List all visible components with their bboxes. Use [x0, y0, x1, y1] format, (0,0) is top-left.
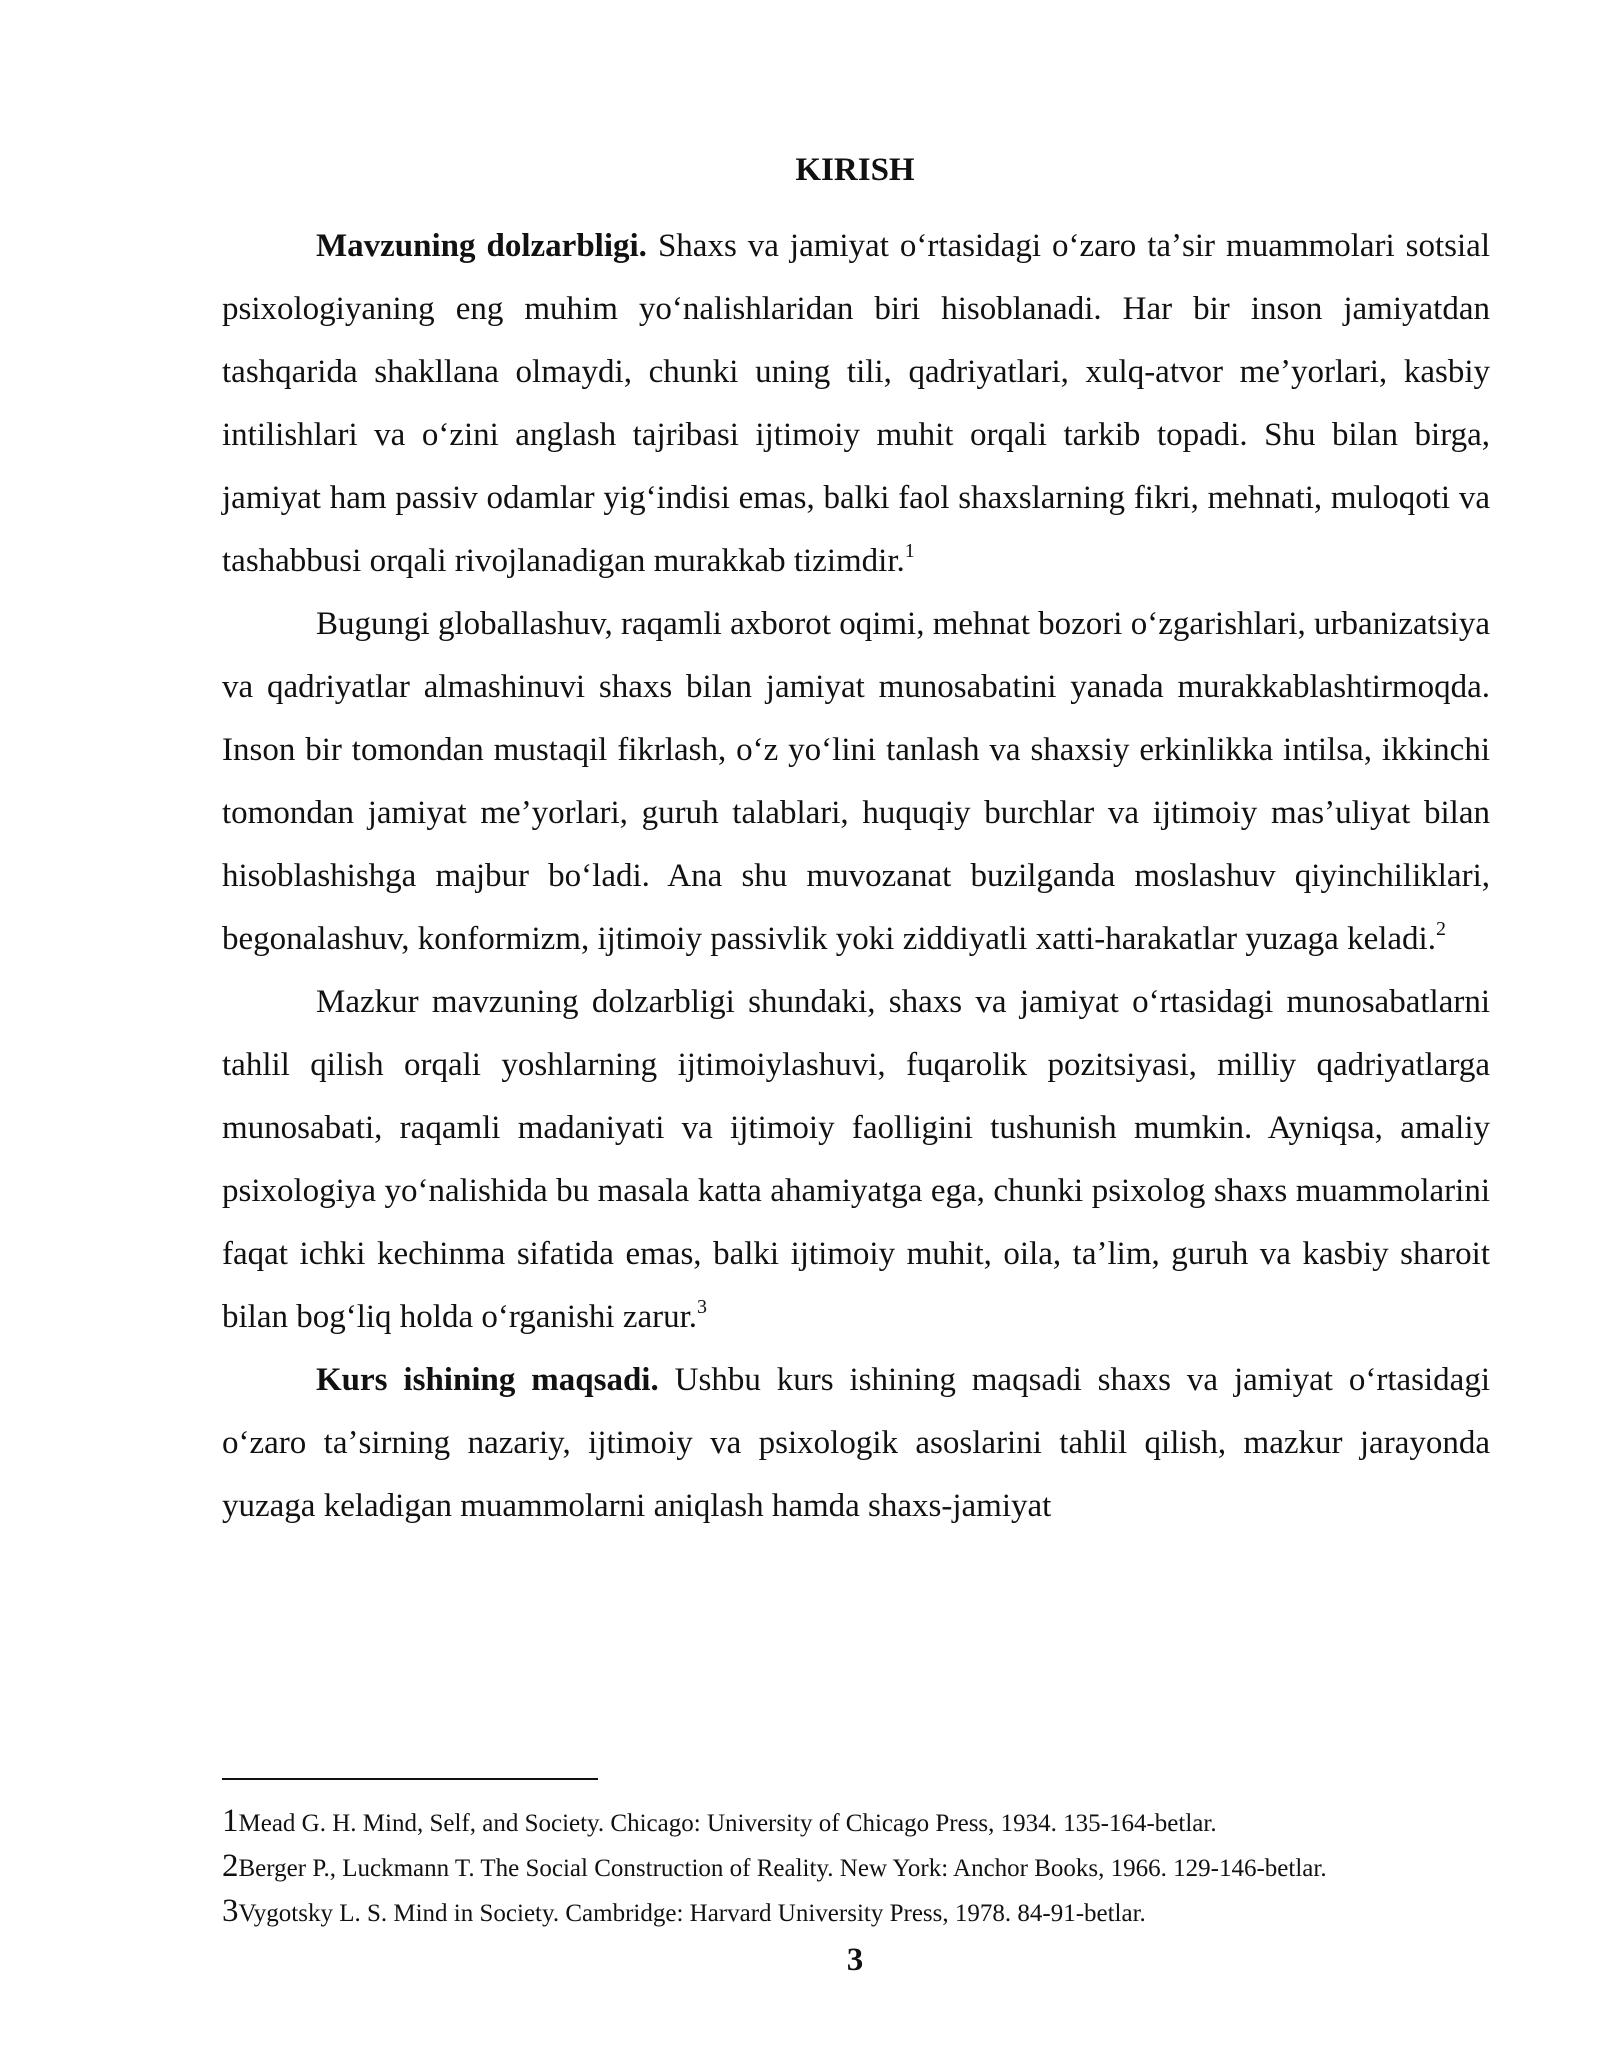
paragraph-text: Bugungi globallashuv, raqamli axborot oqimi, mehnat bozori oʻzgarishlari, urbanizatsiya va qadriyatlar almashinuvi shaxs bilan jamiyat munosabatini yanada murakkablashtirmoqda. Inson bir tomondan mustaqil fikrlash, oʻz yoʻlini tanlash va shaxsiy erkinlikka intilsa, ikkinchi tomondan jamiyat meʼyorlari, guruh talablari, huquqiy burchlar va ijtimoiy masʼuliyat bilan hisoblashishga majbur boʻladi. Ana shu muvozanat buzilganda moslashuv qiyinchiliklari, begonalashuv, konformizm, ijtimoiy passivlik yoki ziddiyatli xatti-harakatlar yuzaga keladi. [222, 606, 1490, 957]
footnote-number: 1 [222, 1803, 239, 1839]
footnote-text: Mead G. H. Mind, Self, and Society. Chicago: University of Chicago Press, 1934. 135-164-betlar. [238, 1810, 1217, 1837]
footnote-divider [222, 1778, 598, 1780]
page-number: 3 [846, 1942, 864, 1978]
paragraph-lead: Mavzuning dolzarbligi. [316, 228, 647, 264]
footnote [222, 1845, 1522, 1890]
footnote-reference[interactable]: 1 [904, 540, 915, 562]
page-heading: KIRISH [795, 152, 915, 188]
footnote-reference[interactable]: 3 [697, 1296, 708, 1318]
paragraph-lead: Kurs ishining maqsadi. [316, 1362, 659, 1398]
paragraph-text: Shaxs va jamiyat oʻrtasidagi oʻzaro taʼsir muammolari sotsial psixologiyaning eng muhim yoʻnalishlaridan biri hisoblanadi. Har bir inson jamiyatdan tashqarida shakllana olmaydi, chunki uning tili, qadriyatlari, xulq-atvor meʼyorlari, kasbiy intilishlari va oʻzini anglash tajribasi ijtimoiy muhit orqali tarkib topadi. Shu bilan birga, jamiyat ham passiv odamlar yigʻindisi emas, balki faol shaxslarning fikri, mehnati, muloqoti va tashabbusi orqali rivojlanadigan murakkab tizimdir. [222, 228, 1490, 579]
footnote [222, 1800, 1522, 1845]
paragraph-goal [222, 1349, 1490, 1538]
footnote-number: 3 [222, 1893, 239, 1929]
footnote [222, 1890, 1522, 1935]
footnote-number: 2 [222, 1848, 239, 1884]
paragraph-relevance [222, 215, 1490, 593]
paragraph-topic-relevance [222, 971, 1490, 1349]
paragraph-globalization [222, 593, 1490, 971]
footnotes [222, 1800, 1522, 1935]
footnote-text: Vygotsky L. S. Mind in Society. Cambridge: Harvard University Press, 1978. 84-91-betlar. [238, 1900, 1146, 1927]
paragraph-text: Mazkur mavzuning dolzarbligi shundaki, shaxs va jamiyat oʻrtasidagi munosabatlarni tahlil qilish orqali yoshlarning ijtimoiylashuvi, fuqarolik pozitsiyasi, milliy qadriyatlarga munosabati, raqamli madaniyati va ijtimoiy faolligini tushunish mumkin. Ayniqsa, amaliy psixologiya yoʻnalishida bu masala katta ahamiyatga ega, chunki psixolog shaxs muammolarini faqat ichki kechinma sifatida emas, balki ijtimoiy muhit, oila, taʼlim, guruh va kasbiy sharoit bilan bogʻliq holda oʻrganishi zarur. [222, 984, 1490, 1335]
footnote-reference[interactable]: 2 [1435, 918, 1446, 940]
body-text [222, 215, 1490, 1538]
paragraph-text: Ushbu kurs ishining maqsadi shaxs va jamiyat oʻrtasidagi oʻzaro taʼsirning nazariy, ijtimoiy va psixologik asoslarini tahlil qilish, mazkur jarayonda yuzaga keladigan muammolarni aniqlash hamda shaxs-jamiyat [222, 1362, 1490, 1524]
footnote-text: Berger P., Luckmann T. The Social Construction of Reality. New York: Anchor Books, 1966. 129-146-betlar. [238, 1855, 1327, 1882]
